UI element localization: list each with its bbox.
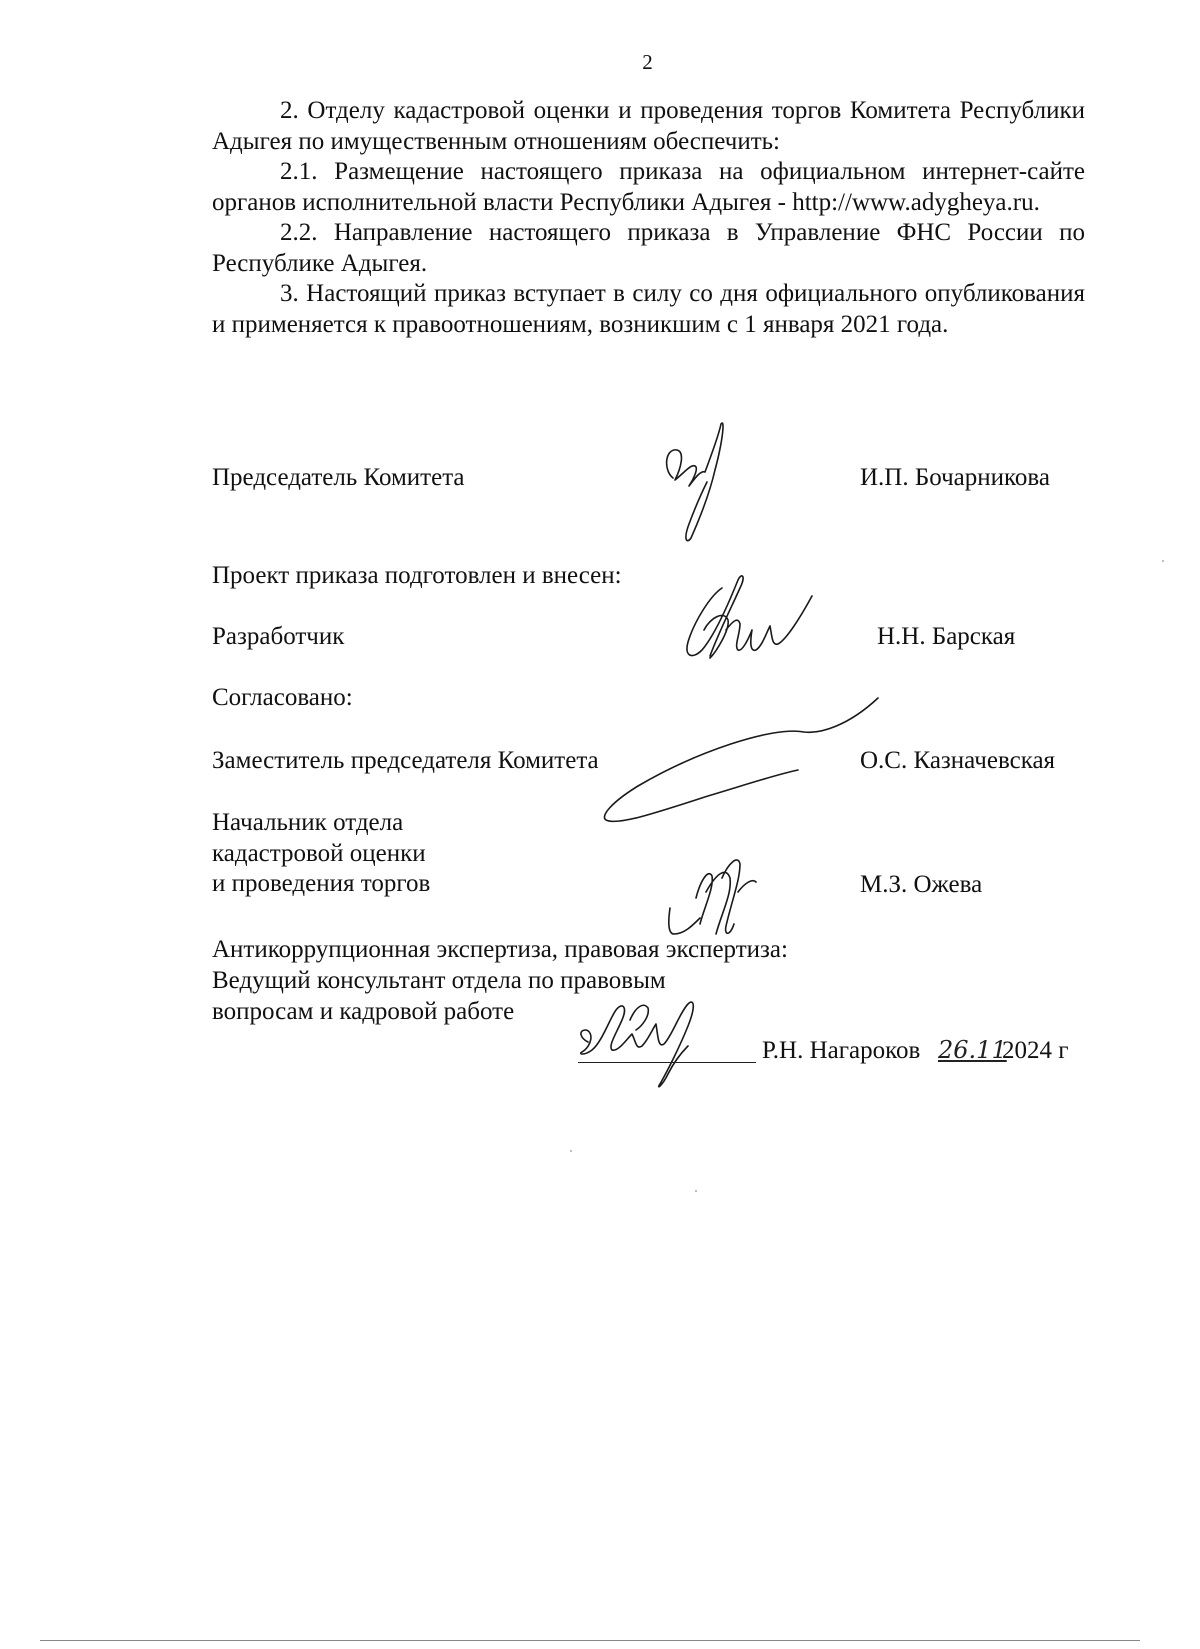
developer-signature	[680, 570, 830, 665]
chairman-name: И.П. Бочарникова	[860, 464, 1050, 491]
paragraph-2-1: 2.1. Размещение настоящего приказа на официальном интернет-сайте органов исполнительной власти Республики Адыгея - http://www.adygheya.ru.	[212, 158, 1085, 216]
consultant-signature-line	[578, 1062, 756, 1063]
consultant-name: Р.Н. Нагароков	[762, 1037, 921, 1064]
prepared-heading: Проект приказа подготовлен и внесен:	[212, 562, 622, 589]
developer-name: Н.Н. Барская	[877, 623, 1016, 650]
head-position-line-3: и проведения торгов	[212, 870, 431, 897]
consultant-handwritten-date: 26.11	[938, 1036, 1007, 1064]
deputy-signature	[598, 690, 888, 825]
scan-bottom-edge	[40, 1640, 1140, 1641]
paragraph-2: 2. Отделу кадастровой оценки и проведения торгов Комитета Республики Адыгея по имущественным отношениям обеспечить:	[212, 97, 1085, 155]
head-position-line-1: Начальник отдела	[212, 809, 404, 836]
head-signature	[660, 838, 770, 943]
paragraph-2-2: 2.2. Направление настоящего приказа в Управление ФНС России по Республике Адыгея.	[212, 219, 1085, 277]
deputy-name: О.С. Казначевская	[860, 747, 1056, 774]
page-number: 2	[642, 50, 653, 74]
head-name: М.З. Ожева	[860, 871, 983, 898]
agreed-heading: Согласовано:	[212, 684, 353, 711]
scan-speck	[1162, 560, 1164, 562]
scan-speck	[695, 1190, 697, 1192]
chairman-signature	[655, 420, 735, 545]
paragraph-3: 3. Настоящий приказ вступает в силу со дня официального опубликования и применяется к правоотношениям, возникшим с 1 января 2021 года.	[212, 280, 1085, 338]
scan-speck	[570, 1150, 572, 1152]
head-position-line-2: кадастровой оценки	[212, 839, 426, 867]
consultant-position-line-1: Ведущий консультант отдела по правовым	[212, 967, 666, 994]
expertise-heading: Антикоррупционная экспертиза, правовая экспертиза:	[212, 936, 788, 963]
chairman-position: Председатель Комитета	[212, 464, 465, 491]
head-position	[212, 808, 430, 900]
developer-position: Разработчик	[212, 623, 345, 650]
order-body	[212, 96, 1085, 340]
consultant-position-line-2: вопросам и кадровой работе	[212, 997, 515, 1025]
deputy-position: Заместитель председателя Комитета	[212, 747, 599, 774]
consultant-date-year: 2024 г	[1002, 1037, 1069, 1064]
consultant-signature	[570, 990, 740, 1090]
